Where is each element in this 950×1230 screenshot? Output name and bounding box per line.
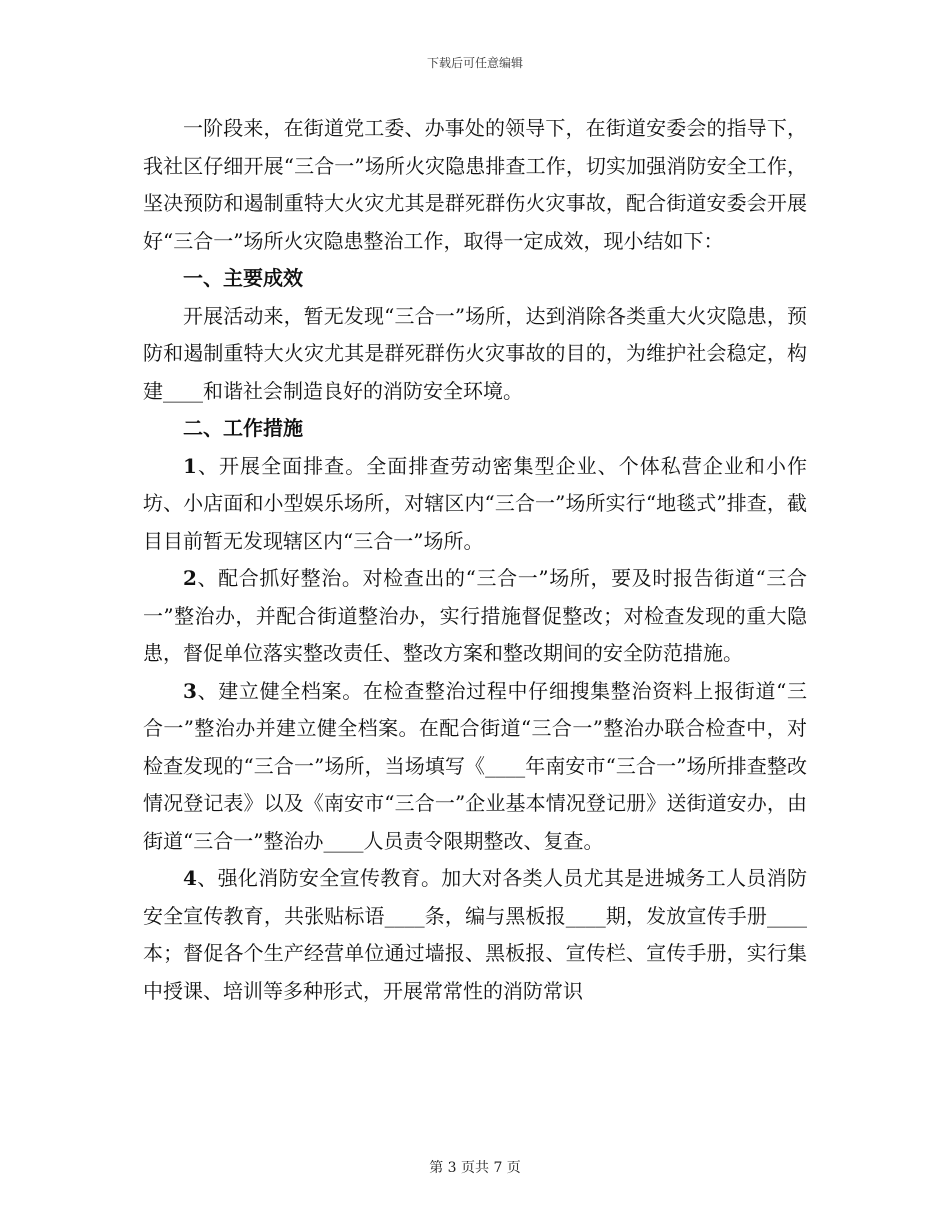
measure-number: 3 xyxy=(183,678,197,703)
measure-item-4 xyxy=(143,860,807,1010)
measure-item-2 xyxy=(143,560,807,673)
measure-number: 1 xyxy=(183,453,197,478)
measure-item-3 xyxy=(143,673,807,861)
section-1-paragraph: 开展活动来，暂无发现“三合一”场所，达到消除各类重大火灾隐患，预防和遏制重特大火灾尤其是群死群伤火灾事故的目的，为维护社会稳定，构建____和谐社会制造良好的消防安全环境。 xyxy=(143,303,807,403)
measure-text: 、开展全面排查。全面排查劳动密集型企业、个体私营企业和小作坊、小店面和小型娱乐场所，对辖区内“三合一”场所实行“地毯式”排查，截目目前暂无发现辖区内“三合一”场所。 xyxy=(143,453,807,553)
intro-paragraph: 一阶段来，在街道党工委、办事处的领导下，在街道安委会的指导下，我社区仔细开展“三合一”场所火灾隐患排查工作，切实加强消防安全工作，坚决预防和遏制重特大火灾尤其是群死群伤火灾事故，配合街道安委会开展好“三合一”场所火灾隐患整治工作，取得一定成效，现小结如下： xyxy=(143,116,807,253)
measure-item-1 xyxy=(143,448,807,561)
page-footer: 第 3 页共 7 页 xyxy=(429,1160,521,1176)
measure-number: 4 xyxy=(183,866,197,890)
measure-text: 、配合抓好整治。对检查出的“三合一”场所，要及时报告街道“三合一”整治办，并配合街道整治办，实行措施督促整改；对检查发现的重大隐患，督促单位落实整改责任、整改方案和整改期间的安全防范措施。 xyxy=(143,566,807,665)
measure-text: 、强化消防安全宣传教育。加大对各类人员尤其是进城务工人员消防安全宣传教育，共张贴标语____条，编与黑板报____期，发放宣传手册____本；督促各个生产经营单位通过墙报、黑板报、宣传栏、宣传手册，实行集中授课、培训等多种形式，开展常常性的消防常识 xyxy=(143,866,807,1003)
section-1-heading: 一、主要成效 xyxy=(183,266,303,290)
document-body xyxy=(143,110,807,1010)
page-header: 下载后可任意编辑 xyxy=(426,56,523,70)
section-2-heading: 二、工作措施 xyxy=(183,416,303,440)
measure-text: 、建立健全档案。在检查整治过程中仔细搜集整治资料上报街道“三合一”整治办并建立健全档案。在配合街道“三合一”整治办联合检查中，对检查发现的“三合一”场所，当场填写《____年南安市“三合一”场所排查整改情况登记表》以及《南安市“三合一”企业基本情况登记册》送街道安办，由街道“三合一”整治办____人员责令限期整改、复查。 xyxy=(143,678,807,853)
measure-number: 2 xyxy=(183,566,197,590)
